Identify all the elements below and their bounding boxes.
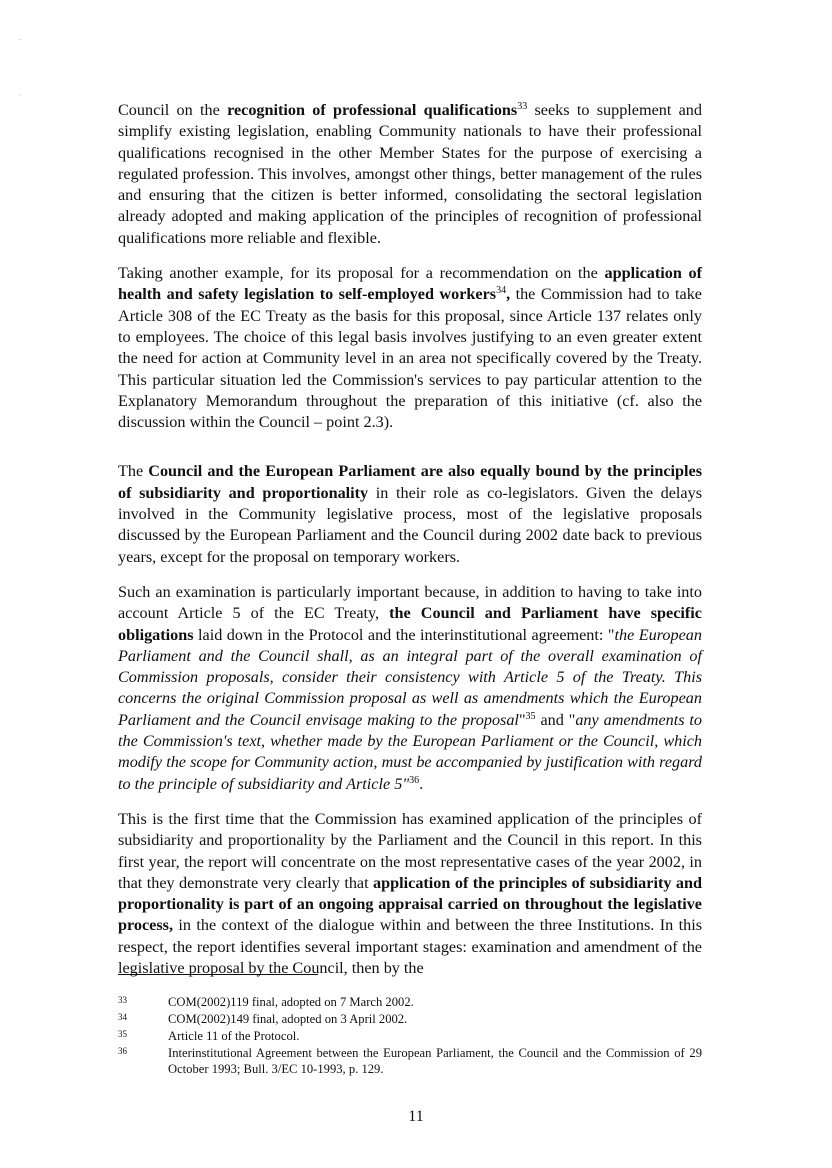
footnote-33 [118,994,702,1010]
text-run: in the context of the dialogue within and between the three Institutions. In this respect, the report identifies several important stages: examination and amendment of the legislative proposal by the Council, then by the [118,916,702,977]
paragraph-specific-obligations [118,582,702,795]
paragraph-co-legislators [118,461,702,567]
footnote-text: COM(2002)149 final, adopted on 3 April 2002. [168,1012,408,1026]
quoted-text: " [402,774,410,793]
footnote-35 [118,1028,702,1044]
footnote-text: Interinstitutional Agreement between the European Parliament, the Council and the Commission of 29 October 1993; Bull. 3/EC 10-1993, p. 129. [168,1046,702,1076]
text-run: " [518,710,526,729]
footnote-number: 36 [118,1046,127,1056]
paragraph-first-time [118,809,702,979]
text-run: and " [535,710,576,729]
footnote-36 [118,1045,702,1077]
footnote-number: 33 [118,995,127,1005]
text-run: The [118,462,149,481]
text-run: This is the first time that the Commission has examined application of the principles of subsidiarity and proportionality by the Parliament and the Council in this report. In this first year, the report will concentrate on the most representative cases of the year 2002, in that they demonstrate very clearly that [118,809,702,892]
text-run: laid down in the Protocol and the interinstitutional agreement: " [193,625,615,644]
footnote-ref-33[interactable]: 33 [517,101,528,112]
page-number: 11 [408,1108,424,1125]
footnote-number: 35 [118,1029,127,1039]
footnote-ref-34[interactable]: 34 [496,285,507,297]
quoted-text: any amendments to the Commission's text, whether made by the European Parliament or the Council, which modify the scope for Community action, must be accompanied by justification with regard to the principle of subsidiarity and Article 5 [118,710,703,793]
scan-mark: - [18,34,21,44]
footnote-divider [118,974,318,975]
paragraph-professional-qualifications [118,100,702,249]
text-run: Such an examination is particularly important because, in addition to having to take into account Article 5 of the EC Treaty, [118,582,702,623]
bold-term: application of the principles of subsidiarity and proportionality is part of an ongoing appraisal carried on throughout the legislative process, [118,873,702,935]
scan-mark: · [18,90,21,100]
text-run: . [419,774,424,793]
footnote-ref-36[interactable]: 36 [409,774,420,786]
page-body [118,100,702,979]
text-run: Taking another example, for its proposal for a recommendation on the [118,264,605,283]
bold-term: application of health and safety legislation to self-employed workers [118,264,703,304]
text-run: Council on the [118,101,228,119]
text-run: the Commission had to take Article 308 of the EC Treaty as the basis for this proposal, since Article 137 relates only to employees. The choice of this legal basis involves justifying to an even greater extent the need for action at Community level in an area not specifically covered by the Treaty. This particular situation led the Commission's services to pay particular attention to the Explanatory Memorandum throughout the preparation of this initiative (cf. also the discussion within the Council – point 2.3). [118,285,702,432]
footnote-number: 34 [118,1012,127,1022]
paragraph-health-safety [118,263,702,433]
footnote-text: COM(2002)119 final, adopted on 7 March 2002. [168,995,414,1009]
text-run: in their role as co-legislators. Given the delays involved in the Community legislative process, most of the legislative proposals discussed by the European Parliament and the Council during 2002 date back to previous years, except for the proposal on temporary workers. [118,483,702,566]
footnotes [118,994,702,1078]
footnote-text: Article 11 of the Protocol. [168,1029,300,1043]
footnote-ref-35[interactable]: 35 [525,710,536,722]
bold-term: Council and the European Parliament are also equally bound by the principles of subsidiarity and proportionality [118,462,702,502]
bold-term: recognition of professional qualifications [227,101,518,119]
bold-term: , [506,285,511,304]
text-run: seeks to supplement and simplify existing legislation, enabling Community nationals to have their professional qualifications recognised in the other Member States for the purpose of exercising a regulated profession. This involves, amongst other things, better management of the rules and ensuring that the citizen is better informed, consolidating the sectoral legislation already adopted and making application of the principles of recognition of professional qualifications more reliable and flexible. [118,101,702,247]
bold-term: the Council and Parliament have specific obligations [118,604,702,644]
footnote-34 [118,1011,702,1027]
quoted-text: the European Parliament and the Council shall, as an integral part of the overall examination of Commission proposals, consider their consistency with Article 5 of the Treaty. This concerns the original Commission proposal as well as amendments which the European Parliament and the Council envisage making to the proposal [118,625,702,729]
